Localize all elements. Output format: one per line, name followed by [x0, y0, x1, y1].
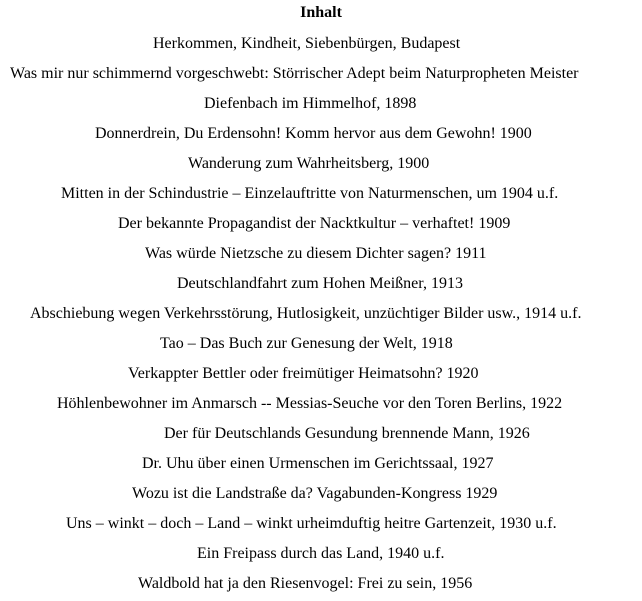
toc-entry-12: Verkappter Bettler oder freimütiger Heimatsohn? 1920 [128, 365, 479, 382]
toc-entry-17: Uns – winkt – doch – Land – winkt urheimduftig heitre Gartenzeit, 1930 u.f. [66, 515, 557, 532]
toc-entry-1: Herkommen, Kindheit, Siebenbürgen, Budapest [153, 35, 461, 52]
page-title: Inhalt [300, 4, 342, 21]
toc-entry-14: Der für Deutschlands Gesundung brennende Mann, 1926 [164, 425, 530, 442]
toc-entry-3: Diefenbach im Himmelhof, 1898 [204, 95, 417, 112]
toc-entry-7: Der bekannte Propagandist der Nacktkultur – verhaftet! 1909 [118, 215, 511, 232]
toc-entry-6: Mitten in der Schindustrie – Einzelauftritte von Naturmenschen, um 1904 u.f. [61, 185, 559, 202]
toc-entry-16: Wozu ist die Landstraße da? Vagabunden-Kongress 1929 [132, 485, 498, 502]
toc-entry-18: Ein Freipass durch das Land, 1940 u.f. [197, 545, 445, 562]
toc-entry-8: Was würde Nietzsche zu diesem Dichter sagen? 1911 [145, 245, 487, 262]
toc-entry-15: Dr. Uhu über einen Urmenschen im Gerichtssaal, 1927 [142, 455, 494, 472]
toc-entry-5: Wanderung zum Wahrheitsberg, 1900 [188, 155, 430, 172]
toc-entry-2: Was mir nur schimmernd vorgeschwebt: Störrischer Adept beim Naturpropheten Meister [10, 65, 579, 82]
toc-entry-9: Deutschlandfahrt zum Hohen Meißner, 1913 [177, 275, 463, 292]
toc-entry-19: Waldbold hat ja den Riesenvogel: Frei zu sein, 1956 [138, 575, 473, 592]
toc-entry-11: Tao – Das Buch zur Genesung der Welt, 1918 [160, 335, 453, 352]
toc-entry-13: Höhlenbewohner im Anmarsch -- Messias-Seuche vor den Toren Berlins, 1922 [57, 395, 563, 412]
toc-entry-10: Abschiebung wegen Verkehrsstörung, Hutlosigkeit, unzüchtiger Bilder usw., 1914 u.f. [30, 305, 582, 322]
toc-entry-4: Donnerdrein, Du Erdensohn! Komm hervor aus dem Gewohn! 1900 [95, 125, 532, 142]
